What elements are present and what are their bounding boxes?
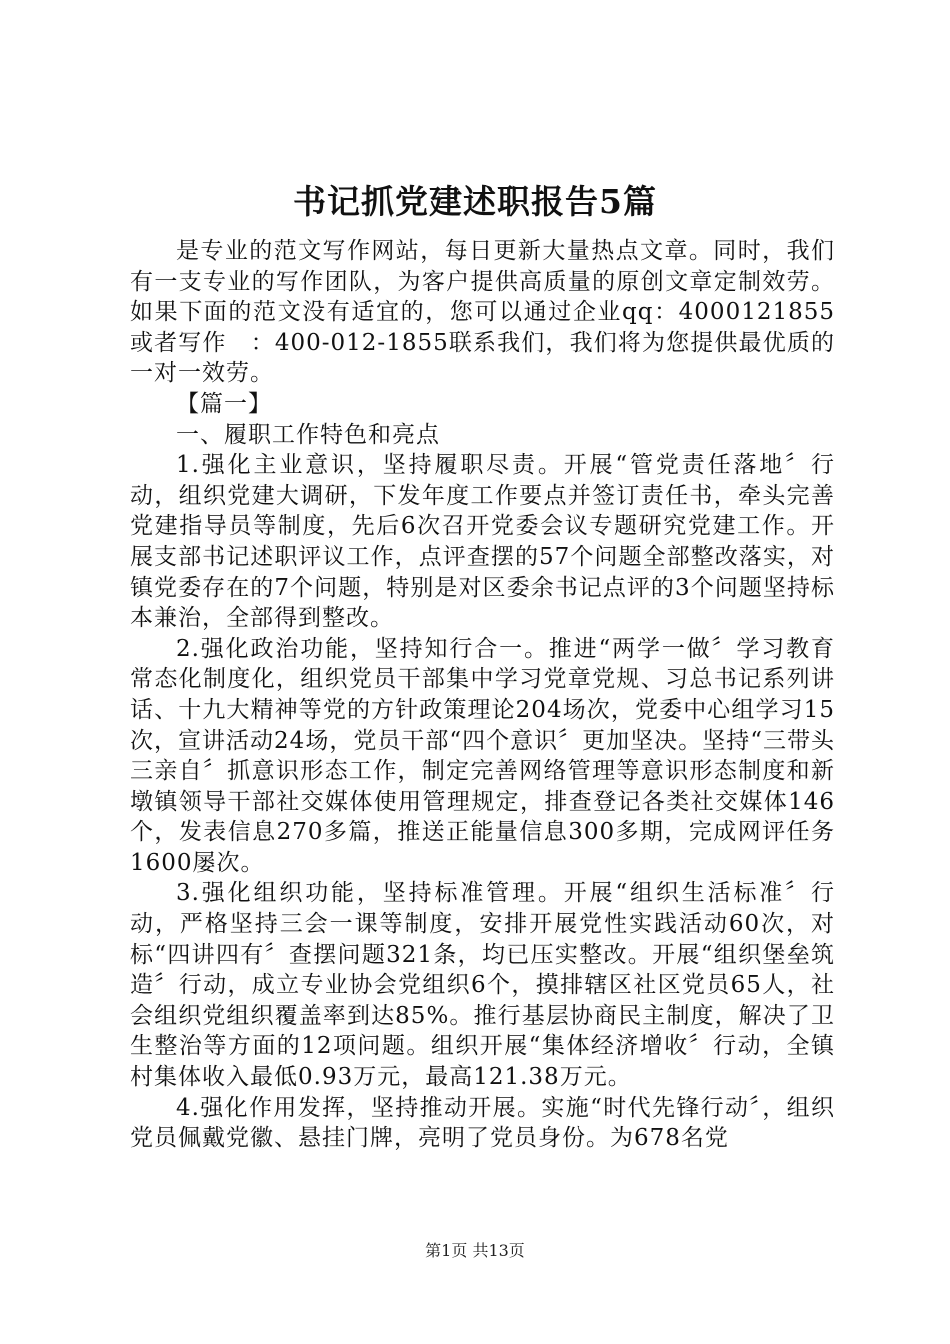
- document-body: [130, 236, 835, 1154]
- section-heading-part-one: 【篇一】: [176, 390, 272, 417]
- body-paragraph-1: 1.强化主业意识，坚持履职尽责。开展“管党责任落地〞行动，组织党建大调研，下发年度工作要点并签订责任书，牵头完善党建指导员等制度，先后6次召开党委会议专题研究党建工作。开展支部书记述职评议工作，点评查摆的57个问题全部整改落实，对镇党委存在的7个问题，特别是对区委余书记点评的3个问题坚持标本兼治，全部得到整改。: [130, 452, 835, 632]
- body-paragraph-3: 3.强化组织功能，坚持标准管理。开展“组织生活标准〞行动，严格坚持三会一课等制度，安排开展党性实践活动60次，对标“四讲四有〞查摆问题321条，均已压实整改。开展“组织堡垒筑造〞行动，成立专业协会党组织6个，摸排辖区社区党员65人，社会组织党组织覆盖率到达85%。推行基层协商民主制度，解决了卫生整治等方面的12项问题。组织开展“集体经济增收〞行动，全镇村集体收入最低0.93万元，最高121.38万元。: [130, 880, 835, 1091]
- body-paragraph-2: 2.强化政治功能，坚持知行合一。推进“两学一做〞学习教育常态化制度化，组织党员干部集中学习党章党规、习总书记系列讲话、十九大精神等党的方针政策理论204场次，党委中心组学习15次，宣讲活动24场，党员干部“四个意识〞更加坚决。坚持“三带头三亲自〞抓意识形态工作，制定完善网络管理等意识形态制度和新墩镇领导干部社交媒体使用管理规定，排查登记各类社交媒体146个，发表信息270多篇，推送正能量信息300多期，完成网评任务1600屡次。: [130, 635, 835, 876]
- subsection-heading: 一、履职工作特色和亮点: [176, 421, 440, 448]
- page-number: 第1页 共13页: [425, 1241, 525, 1260]
- body-paragraph-4: 4.强化作用发挥，坚持推动开展。实施“时代先锋行动〞，组织党员佩戴党徽、悬挂门牌，亮明了党员身份。为678名党: [130, 1094, 835, 1152]
- intro-paragraph: 是专业的范文写作网站，每日更新大量热点文章。同时，我们有一支专业的写作团队，为客户提供高质量的原创文章定制效劳。如果下面的范文没有适宜的，您可以通过企业qq：4000121855或者写作 ：400-012-1855联系我们，我们将为您提供最优质的一对一效劳。: [130, 238, 835, 387]
- document-title: 书记抓党建述职报告5篇: [293, 182, 657, 221]
